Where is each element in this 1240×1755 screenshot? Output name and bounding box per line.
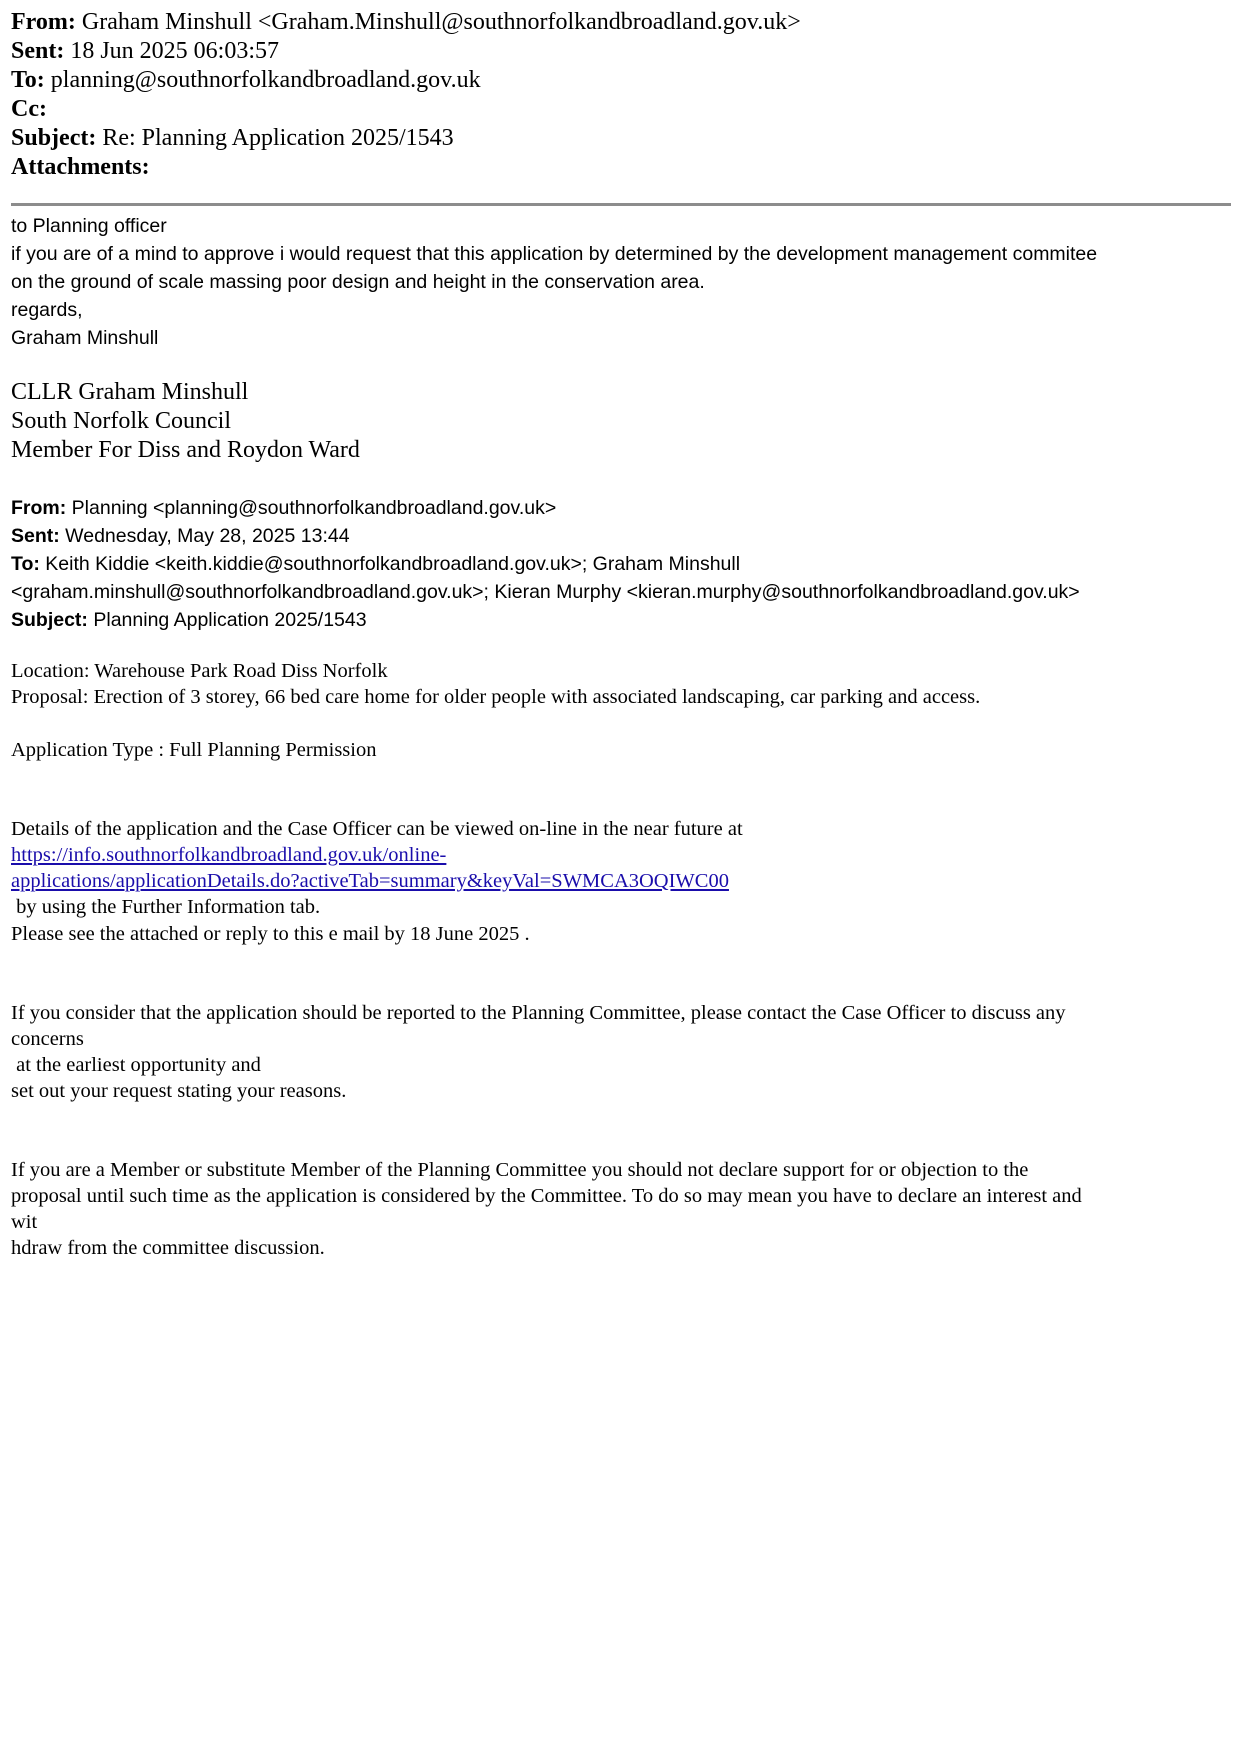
header-to-row (11, 66, 1211, 95)
header-from-label: From: (11, 9, 76, 35)
member-paragraph-line: proposal until such time as the application is considered by the Committee. To do so may mean you have to declare an interest and (11, 1185, 1082, 1207)
forwarded-subject-row (11, 606, 1226, 634)
forwarded-from-label: From: (11, 497, 67, 519)
signature-line: South Norfolk Council (11, 408, 231, 434)
header-from-row (11, 8, 1211, 37)
forwarded-from-row (11, 494, 1226, 522)
forwarded-to-value: Keith Kiddie <keith.kiddie@southnorfolkandbroadland.gov.uk>; Graham Minshull (45, 553, 741, 575)
header-sent-row (11, 37, 1211, 66)
header-to-value: planning@southnorfolkandbroadland.gov.uk (50, 67, 481, 93)
header-attachments-label: Attachments: (11, 154, 150, 180)
signature-block (11, 378, 911, 465)
committee-paragraph-line: concerns (11, 1028, 84, 1050)
header-cc-label: Cc: (11, 96, 47, 122)
reply-body (11, 212, 1226, 352)
further-info-text: by using the Further Information tab. (11, 896, 321, 918)
forwarded-from-value: Planning <planning@southnorfolkandbroadland.gov.uk> (71, 497, 557, 519)
reply-line: regards, (11, 299, 83, 321)
details-intro-text: Details of the application and the Case Officer can be viewed on-line in the near future at (11, 818, 743, 840)
committee-paragraph-line: If you consider that the application should be reported to the Planning Committee, please contact the Case Officer to discuss any (11, 1002, 1066, 1024)
reply-line: if you are of a mind to approve i would request that this application by determined by the development management commitee (11, 243, 1098, 265)
header-attachments-row (11, 153, 1211, 182)
header-sent-label: Sent: (11, 38, 65, 64)
application-type-text: Application Type : Full Planning Permission (11, 739, 377, 761)
application-link[interactable] (11, 842, 1221, 868)
member-paragraph-line: wit (11, 1211, 38, 1233)
email-header (11, 8, 1211, 182)
member-paragraph-line: hdraw from the committee discussion. (11, 1237, 325, 1259)
forwarded-to-row (11, 550, 1226, 578)
forwarded-to-continuation: <graham.minshull@southnorfolkandbroadland.gov.uk>; Kieran Murphy <kieran.murphy@southnorfolkandbroadland.gov.uk> (11, 581, 1080, 603)
reply-by-text: Please see the attached or reply to this e mail by 18 June 2025 . (11, 923, 530, 945)
forwarded-sent-row (11, 522, 1226, 550)
signature-line: Member For Diss and Roydon Ward (11, 437, 360, 463)
forwarded-sent-value: Wednesday, May 28, 2025 13:44 (65, 525, 350, 547)
forwarded-subject-value: Planning Application 2025/1543 (93, 609, 367, 631)
forwarded-header (11, 494, 1226, 634)
header-subject-row (11, 124, 1211, 153)
forwarded-sent-label: Sent: (11, 525, 60, 547)
header-from-value: Graham Minshull <Graham.Minshull@southnorfolkandbroadland.gov.uk> (81, 9, 801, 35)
committee-paragraph-line: at the earliest opportunity and (11, 1054, 261, 1076)
header-subject-value: Re: Planning Application 2025/1543 (102, 125, 454, 151)
reply-line: to Planning officer (11, 215, 167, 237)
application-link-line[interactable]: applications/applicationDetails.do?activeTab=summary&keyVal=SWMCA3OQIWC00 (11, 870, 729, 892)
location-text: Location: Warehouse Park Road Diss Norfolk (11, 660, 388, 682)
signature-line: CLLR Graham Minshull (11, 379, 249, 405)
header-cc-row (11, 95, 1211, 124)
proposal-text: Proposal: Erection of 3 storey, 66 bed care home for older people with associated landscaping, car parking and access. (11, 686, 981, 708)
member-paragraph-line: If you are a Member or substitute Member of the Planning Committee you should not declare support for or objection to the (11, 1159, 1029, 1181)
header-sent-value: 18 Jun 2025 06:03:57 (70, 38, 280, 64)
header-subject-label: Subject: (11, 125, 97, 151)
application-link-line[interactable]: https://info.southnorfolkandbroadland.gov.uk/online- (11, 844, 447, 866)
header-to-label: To: (11, 67, 45, 93)
forwarded-subject-label: Subject: (11, 609, 88, 631)
forwarded-to-label: To: (11, 553, 40, 575)
committee-paragraph-line: set out your request stating your reasons. (11, 1080, 347, 1102)
reply-line: Graham Minshull (11, 327, 159, 349)
application-link-continued[interactable] (11, 868, 1221, 894)
header-divider (11, 203, 1231, 206)
reply-line: on the ground of scale massing poor design and height in the conservation area. (11, 271, 705, 293)
